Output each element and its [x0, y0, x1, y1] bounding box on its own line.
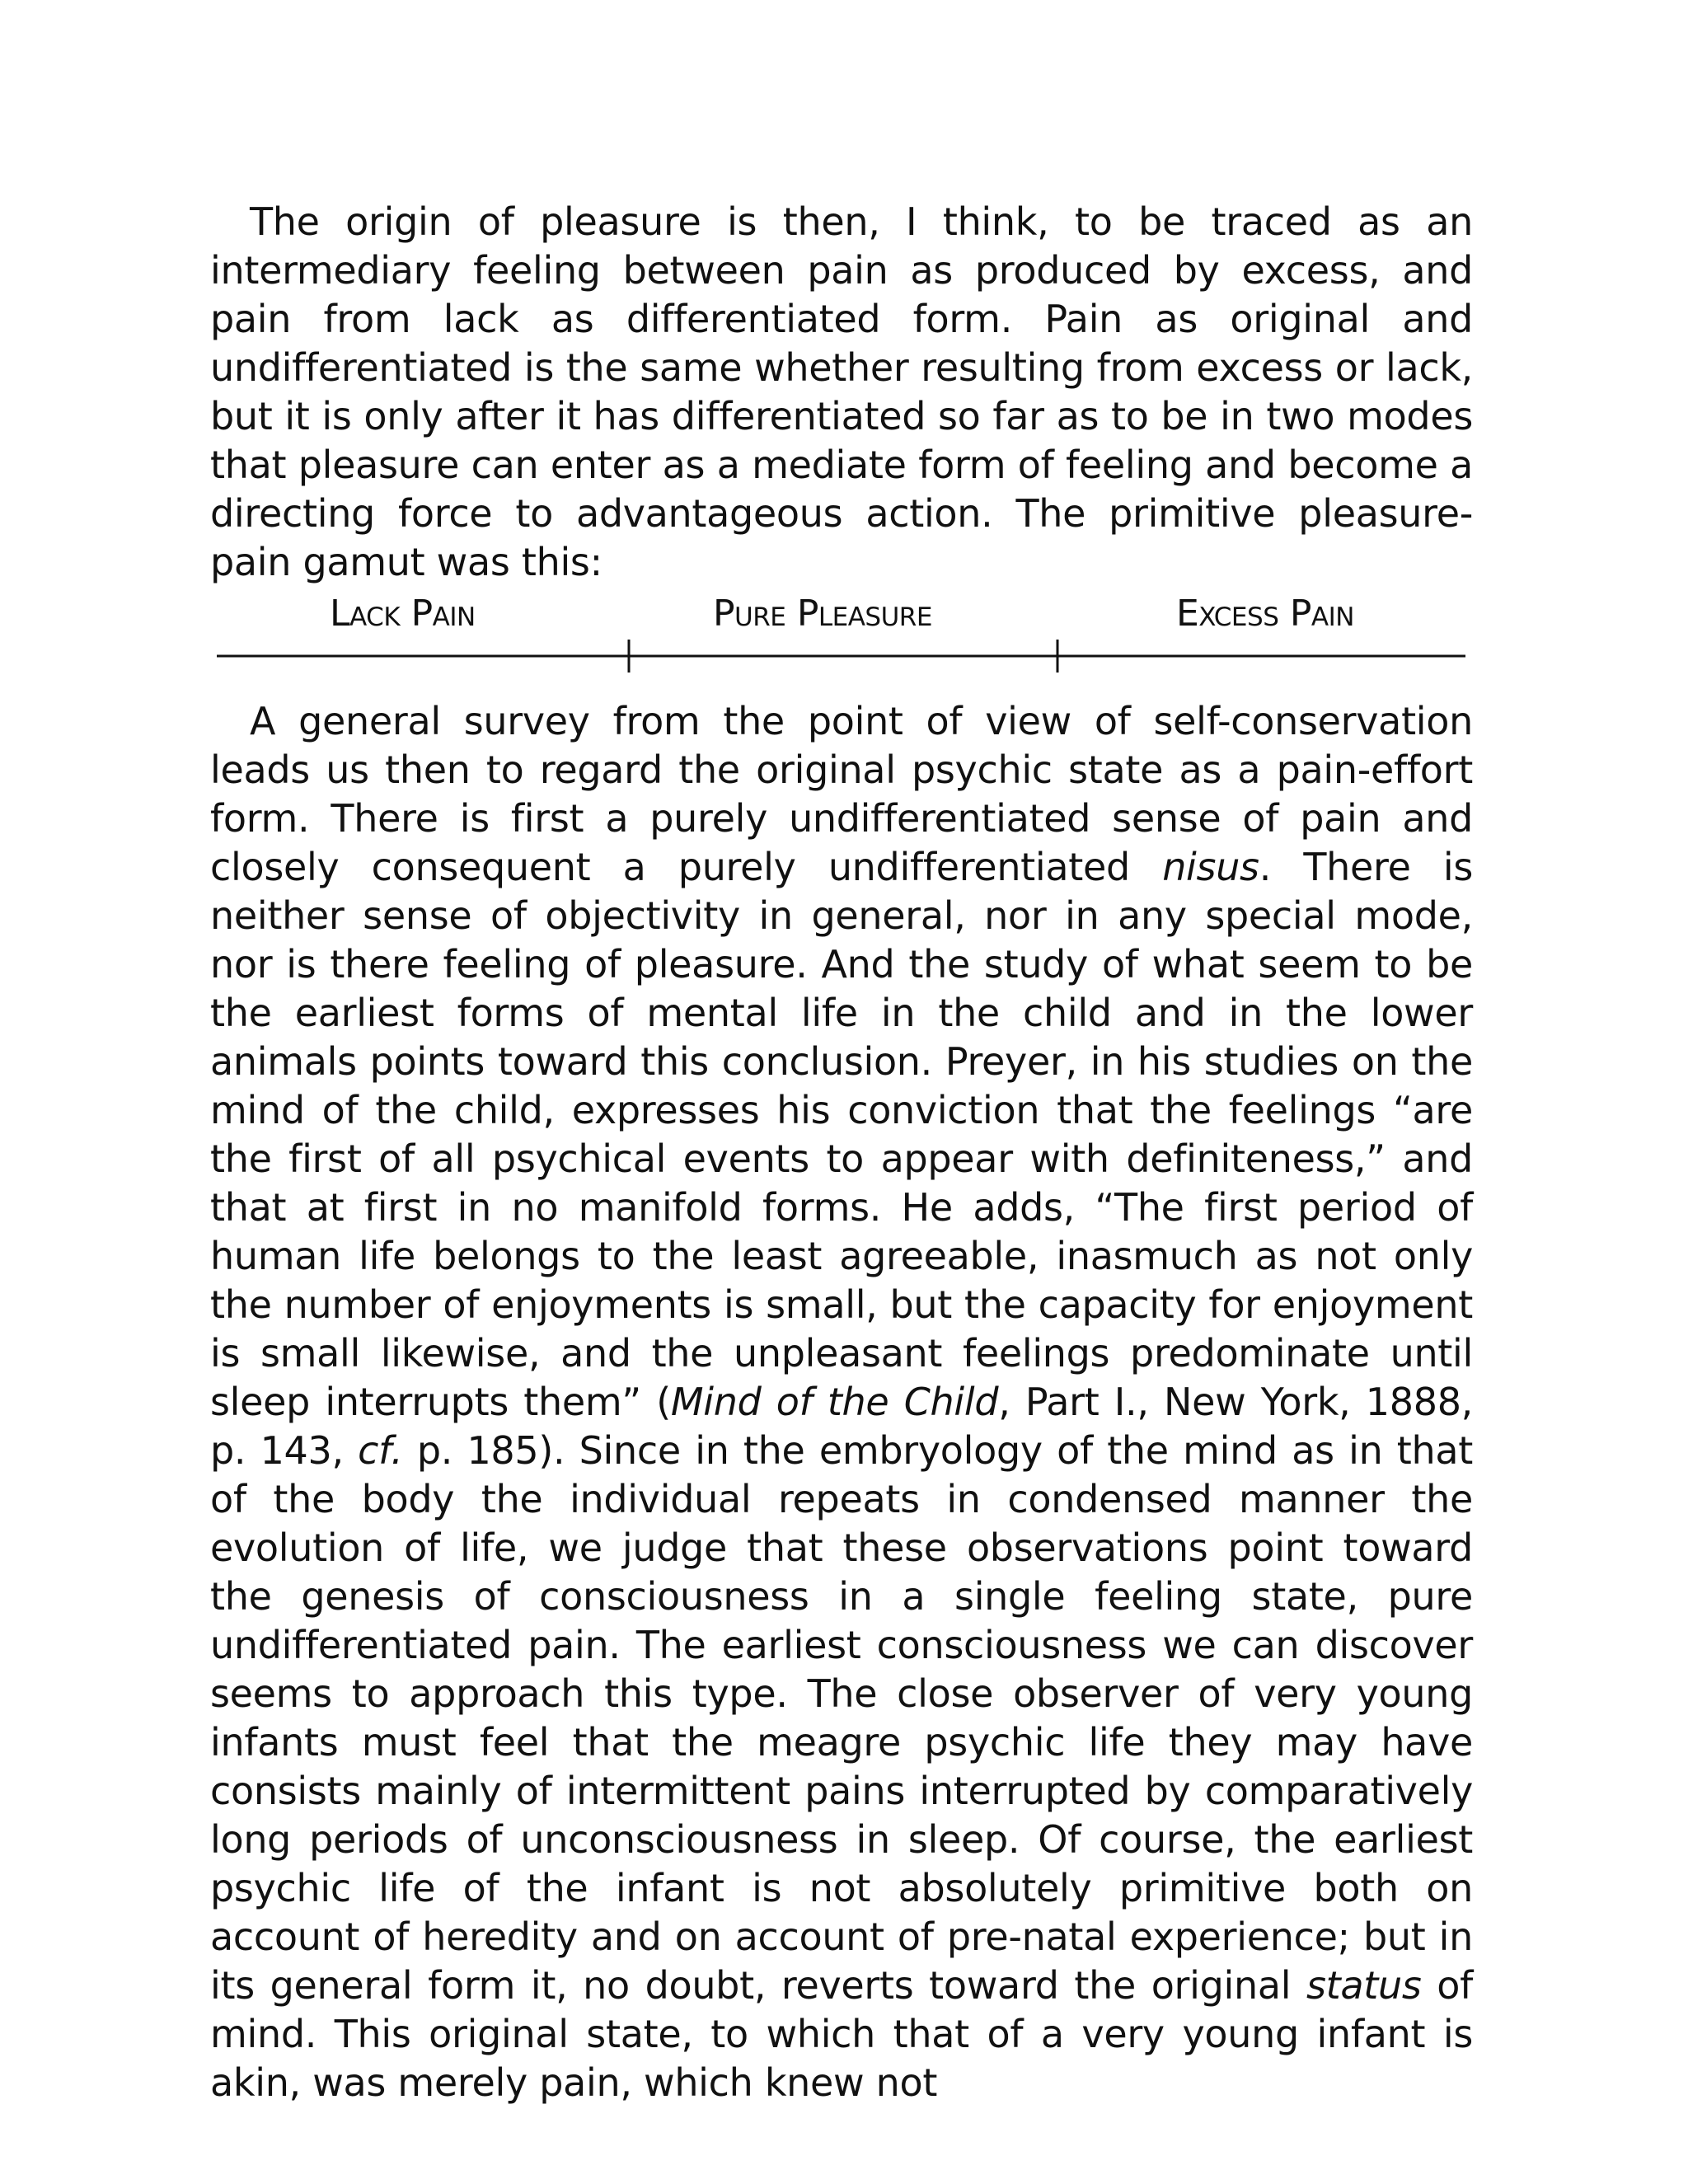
- gamut-label-pure-pleasure: Pure Pleasure: [713, 593, 932, 635]
- gamut-label-lack-pain: Lack Pain: [330, 593, 476, 635]
- paragraph-pleasure-origin: The origin of pleasure is then, I think, to be traced as an intermediary feeling between pain as produced by excess, and pain from lack as differentiated form. Pain as original and undifferentiated is the same whether resulting from excess or lack, but it is only after it has differentiated so far as to be in two modes that pleasure can enter as a mediate form of feeling and become a directing force to advantageous action. The primitive pleasure-pain gamut was this:: [210, 199, 1473, 584]
- gamut-scale: [217, 638, 1473, 687]
- page-body: [210, 198, 1473, 2107]
- gamut-label-excess-pain: Excess Pain: [1176, 593, 1354, 635]
- paragraph-general-survey: [210, 697, 1473, 2107]
- italic-nisus: nisus: [1162, 845, 1259, 889]
- paragraph2-text-4: p. 185). Since in the embryology of the mind as in that of the body the individual repeats in condensed manner the evolution of life, we judge that these observations point toward the genesis of consciousness in a single feeling state, pure undifferentiated pain. The earliest consciousness we can discover seems to approach this type. The close observer of very young infants must feel that the meagre psychic life they may have consists mainly of intermittent pains interrupted by comparatively long periods of unconsciousness in sleep. Of course, the earliest psychic life of the infant is not absolutely primitive both on account of heredity and on account of pre-natal experience; but in its general form it, no doubt, reverts toward the original: [210, 1428, 1474, 2008]
- paragraph2-text-3: , Part I., New York, 1888, p. 143,: [210, 1380, 1473, 1473]
- italic-cf: cf.: [358, 1428, 403, 1473]
- italic-mind-of-the-child: Mind of the Child: [670, 1380, 999, 1424]
- paragraph2-text-2: . There is neither sense of objectivity in general, nor in any special mode, nor is there feeling of pleasure. And the study of what seem to be the earliest forms of mental life in the child and in the lower animals points toward this conclusion. Preyer, in his studies on the mind of the child, expresses his conviction that the feelings “are the first of all psychical events to appear with definiteness,” and that at first in no manifold forms. He adds, “The first period of human life belongs to the least agreeable, inasmuch as not only the number of enjoyments is small, but the capacity for enjoyment is small likewise, and the unpleasant feelings predominate until sleep interrupts them” (: [210, 845, 1473, 1424]
- gamut-scale-diagram: [217, 638, 1470, 687]
- italic-status: status: [1306, 1963, 1422, 2008]
- paragraph2-text-1: A general survey from the point of view of self-conservation leads us then to regard the original psychic state as a pain-effort form. There is first a purely undifferentiated sense of pain and closely consequent a purely undifferentiated: [210, 699, 1473, 889]
- paragraph2-text-5: of mind. This original state, to which that of a very young infant is akin, was merely pain, which knew not: [210, 1963, 1474, 2105]
- gamut-labels: [210, 588, 1473, 638]
